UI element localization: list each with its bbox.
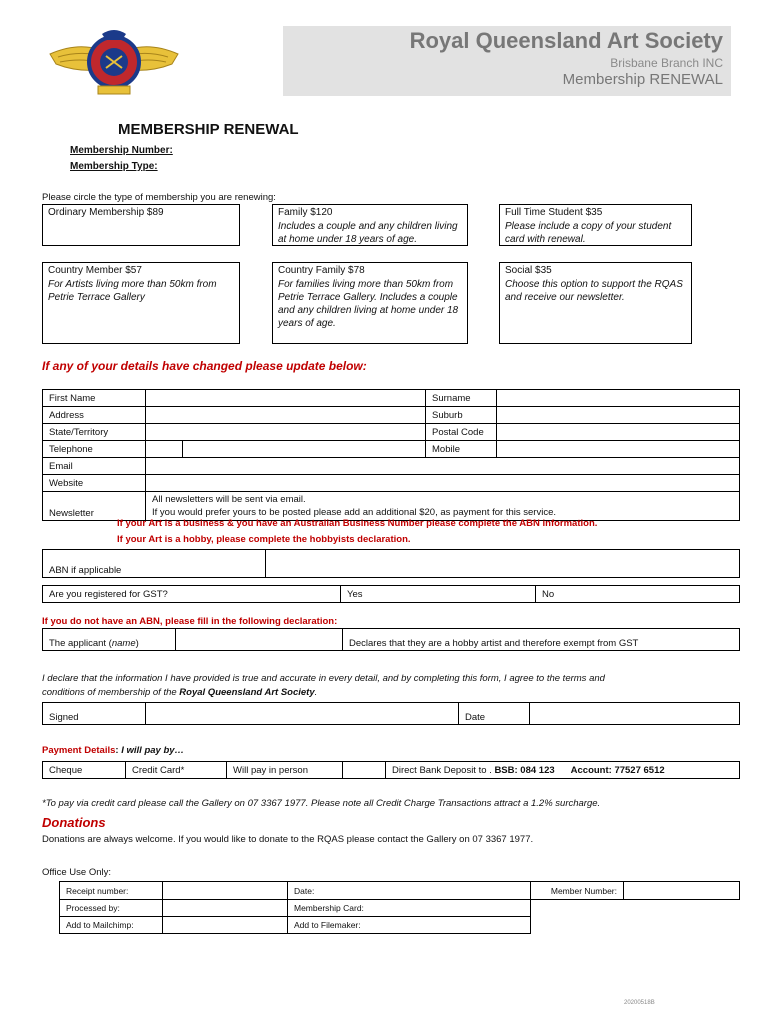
- newsletter-line-2: If you would prefer yours to be posted please add an additional $20, as payment for this service.: [152, 507, 556, 518]
- option-country-family[interactable]: [272, 262, 468, 344]
- gst-yes-option[interactable]: Yes: [341, 586, 536, 603]
- abn-label: ABN if applicable: [43, 550, 266, 578]
- payment-in-person[interactable]: Will pay in person: [227, 762, 343, 779]
- org-name: Royal Queensland Art Society: [409, 28, 723, 53]
- filemaker-label: Add to Filemaker:: [288, 917, 531, 934]
- newsletter-label: Newsletter: [43, 492, 146, 521]
- credit-card-note: *To pay via credit card please call the Gallery on 07 3367 1977. Please note all Credit Charge Transactions attract a 1.2% surcharge.: [42, 798, 601, 809]
- option-country-member[interactable]: [42, 262, 240, 344]
- option-student[interactable]: [499, 204, 692, 246]
- membership-number-label: Membership Number:: [70, 145, 173, 156]
- surname-label: Surname: [426, 390, 497, 407]
- suburb-field[interactable]: [497, 407, 740, 424]
- option-name: Ordinary Membership $89: [48, 207, 164, 218]
- office-date-label: Date:: [288, 882, 531, 900]
- society-logo: [48, 24, 180, 100]
- processed-field[interactable]: [163, 900, 288, 917]
- header-banner: [283, 26, 731, 96]
- footer-code: 20200518B: [624, 1000, 655, 1006]
- postal-code-label: Postal Code: [426, 424, 497, 441]
- donations-heading: Donations: [42, 815, 106, 830]
- hobby-note: If your Art is a hobby, please complete the hobbyists declaration.: [117, 534, 411, 545]
- membership-type-label: Membership Type:: [70, 161, 158, 172]
- member-number-field[interactable]: [624, 882, 740, 900]
- option-name: Social $35: [505, 265, 552, 276]
- payment-credit-card[interactable]: Credit Card*: [126, 762, 227, 779]
- office-blank-2: [531, 917, 740, 934]
- mailchimp-label: Add to Mailchimp:: [60, 917, 163, 934]
- option-desc: For Artists living more than 50km from Petrie Terrace Gallery: [48, 279, 217, 303]
- donations-text: Donations are always welcome. If you would like to donate to the RQAS please contact the Gallery on 07 3367 1977.: [42, 834, 534, 845]
- option-ordinary[interactable]: [42, 204, 240, 246]
- member-number-label: Member Number:: [531, 882, 624, 900]
- signature-table: [42, 702, 740, 725]
- option-family[interactable]: [272, 204, 468, 246]
- applicant-table: [42, 628, 740, 651]
- receipt-label: Receipt number:: [60, 882, 163, 900]
- gst-question: Are you registered for GST?: [43, 586, 341, 603]
- signature-field[interactable]: [146, 703, 459, 725]
- payment-cheque[interactable]: Cheque: [43, 762, 126, 779]
- payment-table: [42, 761, 740, 779]
- newsletter-info: [146, 492, 740, 521]
- signed-label: Signed: [43, 703, 146, 725]
- first-name-label: First Name: [43, 390, 146, 407]
- newsletter-line-1: All newsletters will be sent via email.: [152, 494, 306, 505]
- option-social[interactable]: [499, 262, 692, 344]
- membership-card-label: Membership Card:: [288, 900, 531, 917]
- option-name: Country Member $57: [48, 265, 142, 276]
- details-heading: If any of your details have changed please update below:: [42, 359, 367, 373]
- option-desc: For families living more than 50km from Petrie Terrace Gallery. Includes a couple and any children living at home under 18 years of age.: [278, 279, 459, 329]
- website-field[interactable]: [146, 475, 740, 492]
- payment-bank-deposit[interactable]: Direct Bank Deposit to . BSB: 084 123 Account: 77527 6512: [386, 762, 740, 779]
- page-title: MEMBERSHIP RENEWAL: [118, 121, 299, 138]
- applicant-label: The applicant (name): [43, 629, 176, 651]
- abn-table: [42, 549, 740, 578]
- option-desc: Choose this option to support the RQAS and receive our newsletter.: [505, 279, 683, 303]
- gst-table: [42, 585, 740, 603]
- website-label: Website: [43, 475, 146, 492]
- surname-field[interactable]: [497, 390, 740, 407]
- option-desc: Please include a copy of your student card with renewal.: [505, 221, 672, 245]
- business-note: If your Art is a business & you have an Australian Business Number please complete the ABN information.: [117, 518, 598, 529]
- email-label: Email: [43, 458, 146, 475]
- office-blank: [531, 900, 740, 917]
- option-name: Family $120: [278, 207, 333, 218]
- address-field[interactable]: [146, 407, 426, 424]
- date-field[interactable]: [530, 703, 740, 725]
- telephone-area-field[interactable]: [146, 441, 183, 458]
- applicant-name-field[interactable]: [176, 629, 343, 651]
- receipt-field[interactable]: [163, 882, 288, 900]
- option-desc: Includes a couple and any children living at home under 18 years of age.: [278, 221, 458, 245]
- applicant-declares: Declares that they are a hobby artist and therefore exempt from GST: [343, 629, 740, 651]
- telephone-field[interactable]: [183, 441, 426, 458]
- payment-spacer: [343, 762, 386, 779]
- form-name: Membership RENEWAL: [562, 71, 723, 88]
- payment-heading: Payment Details: I will pay by…: [42, 745, 185, 756]
- address-label: Address: [43, 407, 146, 424]
- option-name: Full Time Student $35: [505, 207, 603, 218]
- postal-code-field[interactable]: [497, 424, 740, 441]
- state-label: State/Territory: [43, 424, 146, 441]
- mobile-field[interactable]: [497, 441, 740, 458]
- first-name-field[interactable]: [146, 390, 426, 407]
- office-heading: Office Use Only:: [42, 867, 111, 878]
- option-name: Country Family $78: [278, 265, 365, 276]
- gst-no-option[interactable]: No: [536, 586, 740, 603]
- email-field[interactable]: [146, 458, 740, 475]
- mobile-label: Mobile: [426, 441, 497, 458]
- no-abn-heading: If you do not have an ABN, please fill in the following declaration:: [42, 616, 338, 627]
- details-table: [42, 389, 740, 521]
- processed-label: Processed by:: [60, 900, 163, 917]
- office-table: [59, 881, 740, 934]
- abn-field[interactable]: [266, 550, 740, 578]
- state-field[interactable]: [146, 424, 426, 441]
- date-label: Date: [459, 703, 530, 725]
- mailchimp-field[interactable]: [163, 917, 288, 934]
- branch-name: Brisbane Branch INC: [610, 56, 723, 70]
- circle-instruction: Please circle the type of membership you are renewing:: [42, 192, 276, 203]
- telephone-label: Telephone: [43, 441, 146, 458]
- suburb-label: Suburb: [426, 407, 497, 424]
- declaration-text: I declare that the information I have provided is true and accurate in every detail, and by completing this form, I agree to the terms and conditions of membership of the Royal Queensland Art Society.: [42, 673, 605, 698]
